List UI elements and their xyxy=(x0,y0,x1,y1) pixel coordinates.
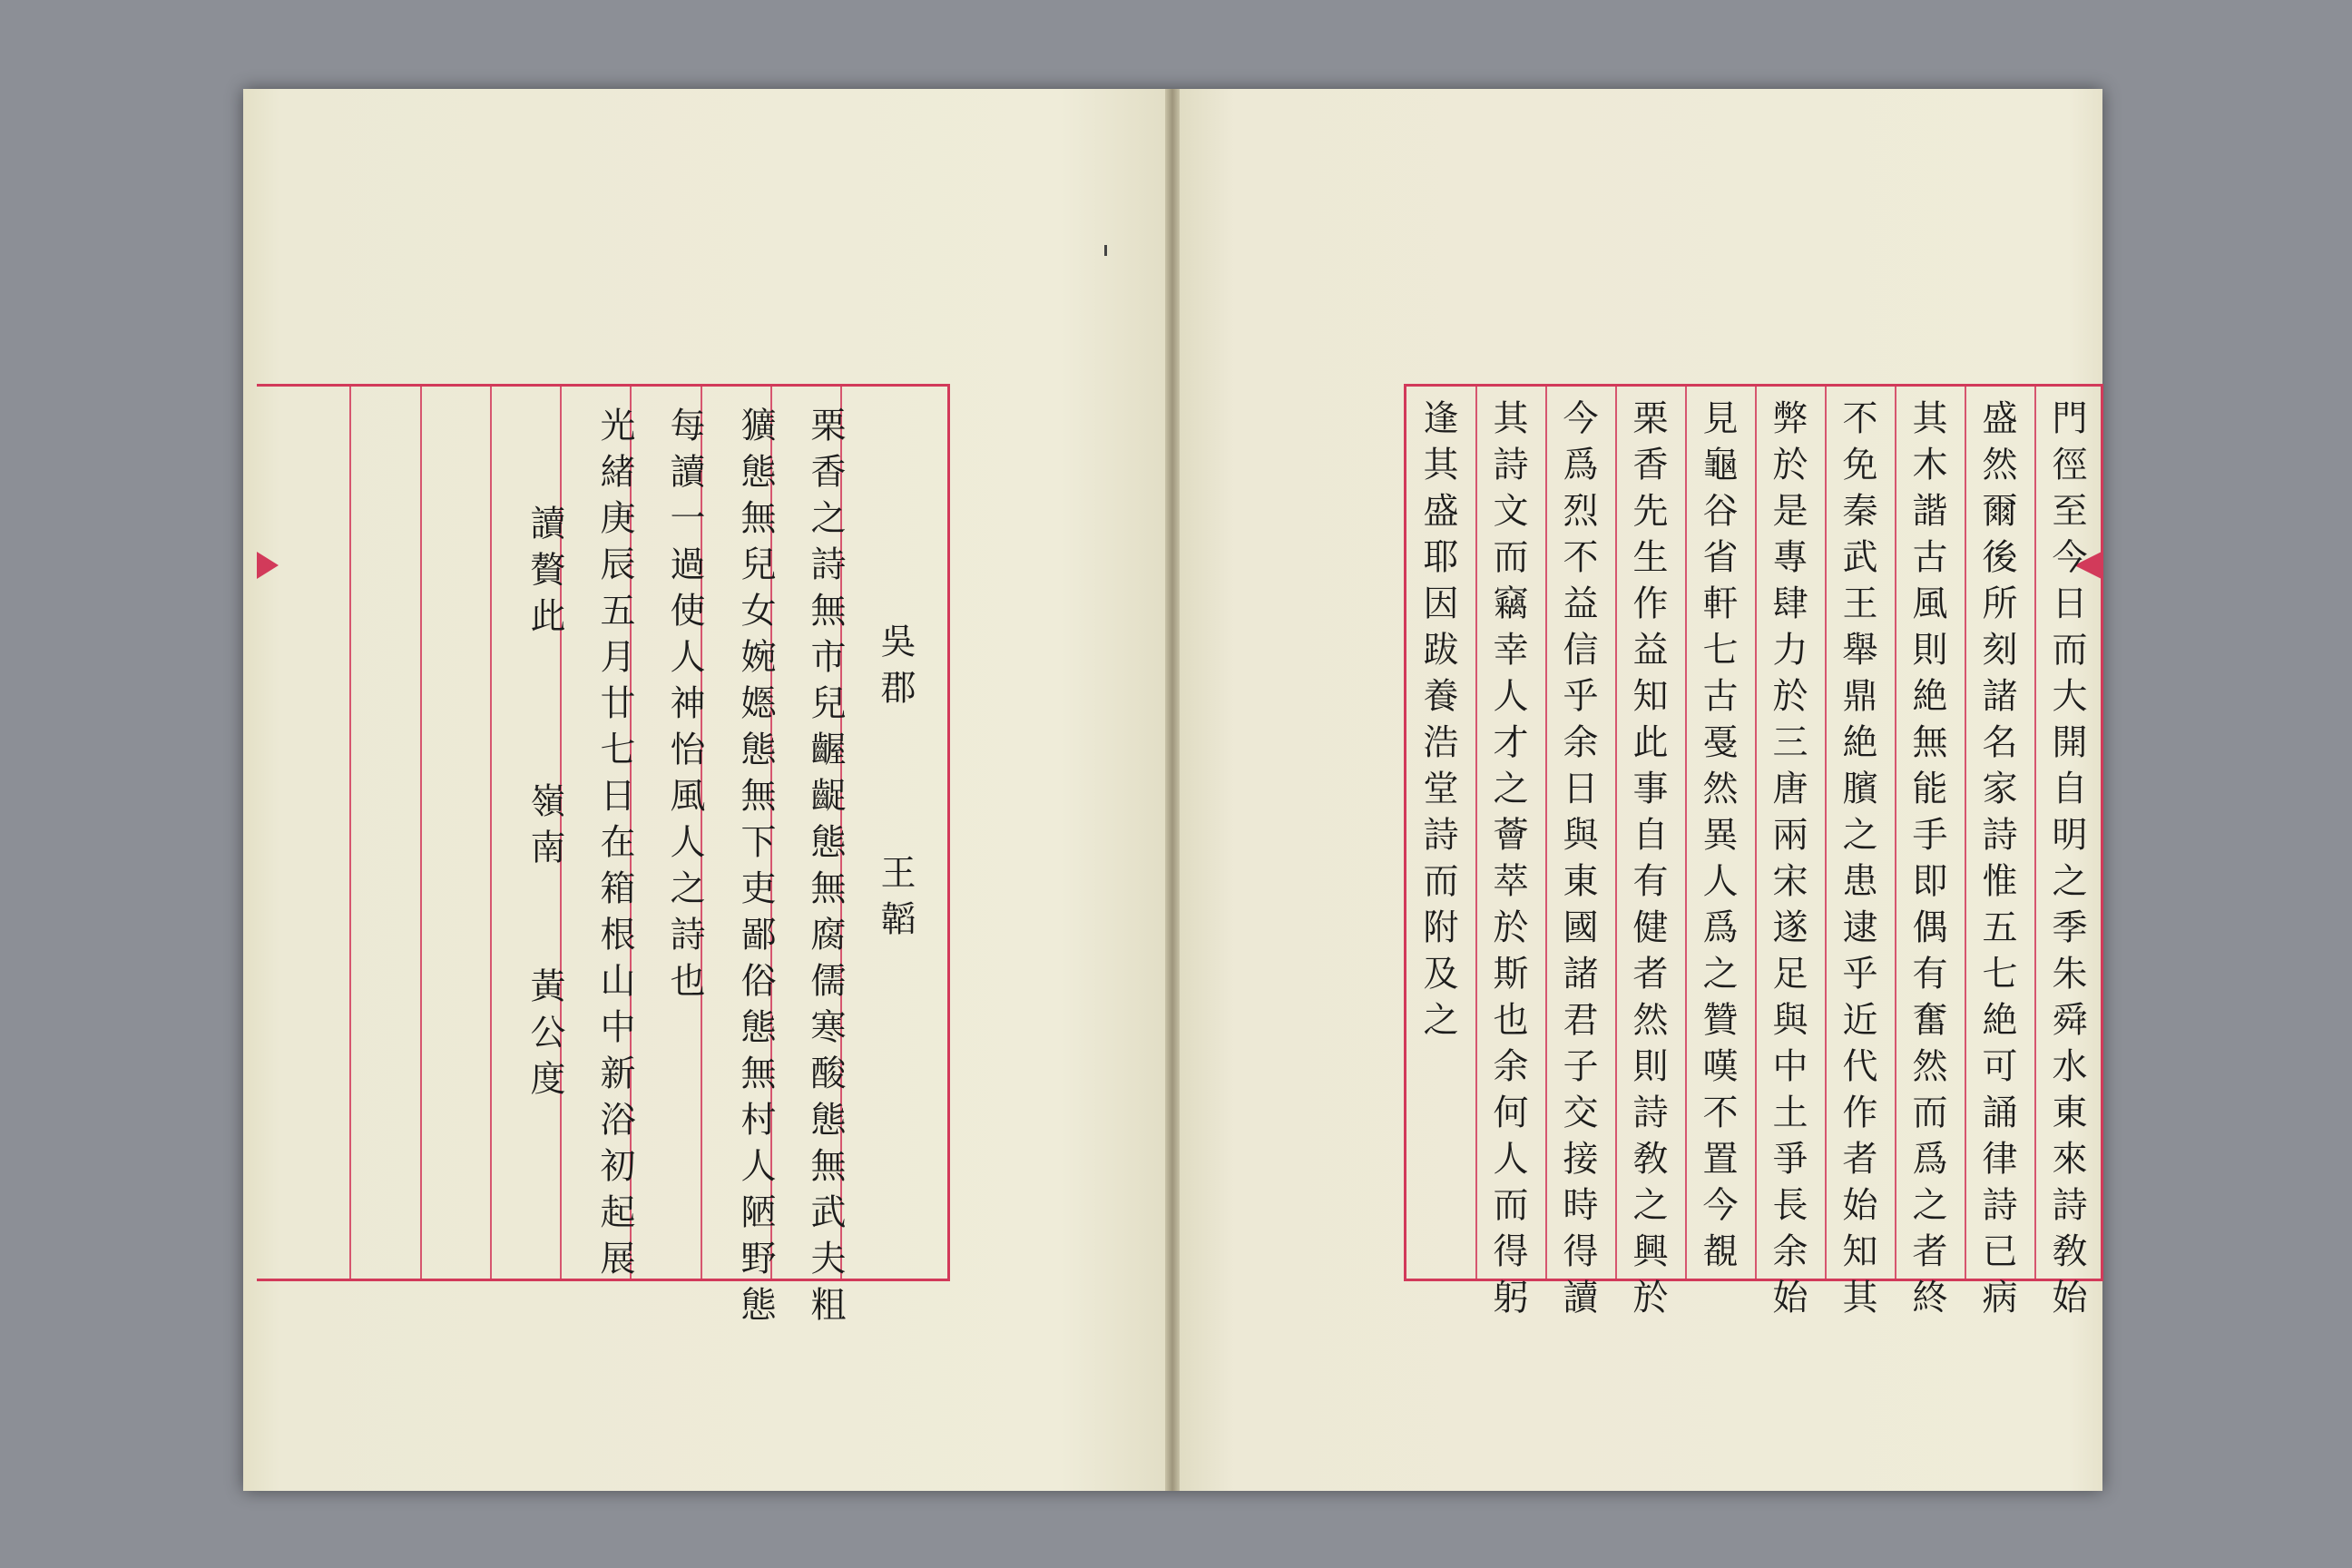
fish-tail-mark xyxy=(257,552,279,579)
column-rule xyxy=(1685,387,1687,1279)
column-text: 栗香先生作益知此事自有健者然則詩敎之興於 xyxy=(1627,399,1668,1325)
column-text: 獷態無兒女婉嫕態無下吏鄙俗態無村人陋野態 xyxy=(735,407,776,1332)
column-text: 盛然爾後所刻諸名家詩惟五七絶可誦律詩已病 xyxy=(1976,399,2017,1325)
column-rule xyxy=(349,387,351,1279)
column-rule xyxy=(420,387,422,1279)
column-rule xyxy=(1825,387,1827,1279)
column-text: 其詩文而竊幸人才之薈萃於斯也余何人而得躬 xyxy=(1487,399,1528,1325)
column-rule xyxy=(2034,387,2036,1279)
ink-speck xyxy=(1104,245,1107,256)
column-rule xyxy=(1545,387,1547,1279)
column-rule xyxy=(1755,387,1757,1279)
column-rule xyxy=(1475,387,1477,1279)
column-text: 門徑至今日而大開自明之季朱舜水東來詩敎始 xyxy=(2046,399,2087,1325)
column-text: 逢其盛耶因跋養浩堂詩而附及之 xyxy=(1417,399,1458,1047)
book-gutter xyxy=(1165,89,1180,1491)
column-rule xyxy=(490,387,492,1279)
column-text: 不免秦武王舉鼎絶臏之患逮乎近代作者始知其 xyxy=(1837,399,1877,1325)
column-rule xyxy=(1895,387,1896,1279)
column-text: 今爲烈不益信乎余日與東國諸君子交接時得讀 xyxy=(1557,399,1598,1325)
column-text: 見龜谷省軒七古戞然異人爲之贊嘆不置今覩 xyxy=(1697,399,1738,1279)
column-rule xyxy=(1615,387,1617,1279)
column-text: 吳郡 王韜 xyxy=(875,622,916,946)
column-text: 弊於是專肆力於三唐兩宋遂足與中土爭長余始 xyxy=(1767,399,1808,1325)
right-text-frame xyxy=(1404,384,2103,1325)
column-text: 光緒庚辰五月廿七日在箱根山中新浴初起展 xyxy=(594,407,635,1286)
left-text-frame xyxy=(257,384,950,1332)
column-text: 讀贅此 嶺南 黃公度 xyxy=(524,505,565,1106)
column-text: 其木諧古風則絶無能手即偶有奮然而爲之者終 xyxy=(1906,399,1947,1325)
column-rule xyxy=(1965,387,1966,1279)
column-text: 栗香之詩無市兒齷齪態無腐儒寒酸態無武夫粗 xyxy=(805,407,846,1332)
column-text: 每讀一過使人神怡風人之詩也 xyxy=(664,407,705,1008)
